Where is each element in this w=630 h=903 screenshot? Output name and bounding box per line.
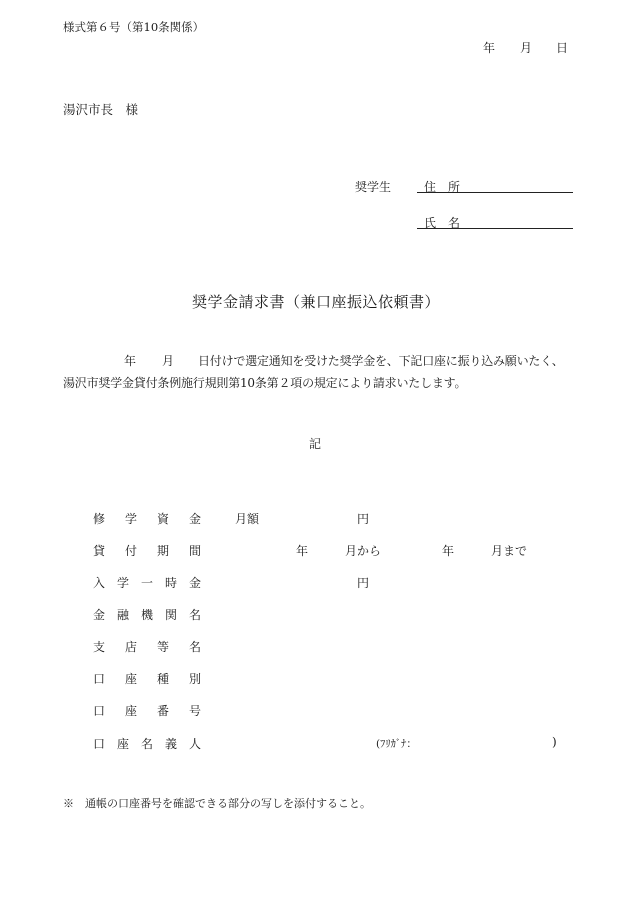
- meigi-furigana: (ﾌﾘｶﾞﾅ：: [376, 738, 417, 750]
- meigi-close-paren: ): [552, 735, 557, 749]
- shugaku-monthly: 月額: [235, 512, 260, 526]
- kinyu-label: 金 融 機 関 名: [93, 608, 201, 622]
- nyugaku-label: 入 学 一 時 金: [93, 576, 201, 590]
- date-day: 日: [556, 41, 569, 55]
- ki-heading: 記: [309, 437, 322, 451]
- name-label: 氏 名: [424, 216, 461, 230]
- shiten-label: 支 店 等 名: [93, 640, 201, 654]
- kashitsuke-until: 月まで: [491, 544, 528, 558]
- shugaku-yen: 円: [357, 512, 370, 526]
- address-underline: [417, 192, 573, 193]
- document-title: 奨学金請求書（兼口座振込依頼書）: [192, 293, 441, 311]
- attachment-note: ※ 通帳の口座番号を確認できる部分の写しを添付すること。: [63, 797, 371, 810]
- date-year: 年: [483, 41, 496, 55]
- shugaku-label: 修 学 資 金: [93, 512, 201, 526]
- shubetsu-label: 口 座 種 別: [93, 672, 201, 686]
- meigi-label: 口 座 名 義 人: [93, 737, 201, 751]
- body-year: 年: [124, 354, 137, 368]
- body-month: 月: [162, 354, 175, 368]
- date-month: 月: [520, 41, 533, 55]
- bango-label: 口 座 番 号: [93, 704, 201, 718]
- address-label: 住 所: [424, 180, 461, 194]
- nyugaku-yen: 円: [357, 576, 370, 590]
- form-number: 様式第６号（第10条関係）: [63, 20, 205, 34]
- kashitsuke-label: 貸 付 期 間: [93, 544, 201, 558]
- addressee: 湯沢市長 様: [63, 102, 139, 117]
- applicant-role-label: 奨学生: [355, 180, 392, 194]
- body-line2: 湯沢市奨学金貸付条例施行規則第10条第２項の規定により請求いたします。: [63, 376, 467, 390]
- kashitsuke-year1: 年: [296, 544, 309, 558]
- kashitsuke-from: 月から: [345, 544, 382, 558]
- body-line1-rest: 日付けで選定通知を受けた奨学金を、下記口座に振り込み願いたく、: [198, 354, 564, 368]
- kashitsuke-year2: 年: [442, 544, 455, 558]
- name-underline: [417, 228, 573, 229]
